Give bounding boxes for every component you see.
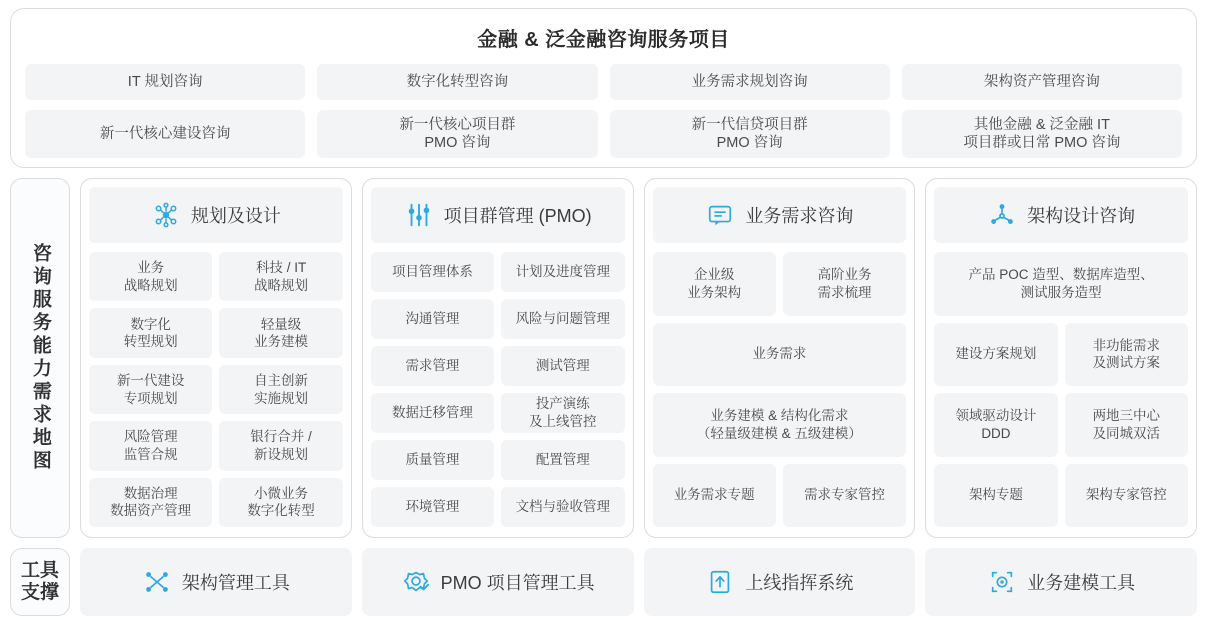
cell-row (653, 323, 907, 387)
cell-row (371, 440, 625, 480)
capability-cell[interactable] (934, 393, 1057, 457)
cell-row (934, 393, 1188, 457)
capability-cell[interactable] (89, 308, 212, 357)
cell-line-2: 战略规划 (123, 277, 178, 293)
top-service-cell[interactable]: 数字化转型咨询 (317, 64, 597, 100)
model-frame-icon (987, 567, 1017, 597)
cell-row (653, 393, 907, 457)
cell-line-1: 沟通管理 (405, 311, 460, 327)
top-row-2 (25, 110, 1182, 158)
cell-line-2: 业务建模 (254, 334, 309, 350)
capability-cell[interactable] (89, 365, 212, 414)
cell-line-2: PMO 咨询 (716, 135, 783, 151)
cell-line-2: 测试服务造型 (1020, 284, 1102, 300)
column-title: 业务需求咨询 (745, 206, 854, 226)
cell-line-1: 质量管理 (405, 452, 460, 468)
cell-row (653, 464, 907, 528)
chat-bubble-icon (705, 200, 735, 230)
capability-cell[interactable] (501, 393, 624, 433)
capability-cell[interactable] (501, 252, 624, 292)
cell-line-2: 需求梳理 (817, 284, 872, 300)
top-service-cell[interactable] (317, 110, 597, 158)
cell-row (653, 252, 907, 316)
cell-line-2: 转型规划 (123, 334, 178, 350)
capability-cell[interactable] (501, 299, 624, 339)
capability-cell[interactable] (219, 252, 342, 301)
capability-column-architecture (925, 178, 1197, 538)
capability-cell[interactable] (371, 440, 494, 480)
tool-item-modeling[interactable] (925, 548, 1197, 616)
capability-cell[interactable] (783, 464, 906, 528)
capability-cell[interactable] (934, 252, 1188, 316)
top-service-cell[interactable] (25, 110, 305, 158)
capability-cell[interactable] (89, 252, 212, 301)
capability-cell[interactable] (371, 252, 494, 292)
cell-line-1: 数字化 (130, 316, 171, 332)
cell-row (371, 252, 625, 292)
cell-line-1: 风险管理 (123, 429, 178, 445)
tool-support-section (10, 548, 1197, 616)
capability-cell[interactable] (653, 393, 907, 457)
cell-line-1: 企业级 (693, 267, 735, 283)
cell-row (89, 252, 343, 301)
tool-item-launch[interactable] (644, 548, 916, 616)
capability-cell[interactable] (1065, 323, 1188, 387)
capability-cell[interactable] (1065, 464, 1188, 528)
cell-line-1: 领域驱动设计 (955, 408, 1037, 424)
capability-cell[interactable] (934, 464, 1057, 528)
cell-line-1: 环境管理 (405, 499, 460, 515)
capability-cell[interactable] (653, 323, 907, 387)
column-body (89, 252, 343, 527)
cell-line-2: DDD (981, 425, 1011, 441)
column-header[interactable] (89, 187, 343, 243)
cell-row (934, 323, 1188, 387)
cell-line-1: 文档与验收管理 (515, 499, 611, 515)
cell-line-2: 及上线管控 (529, 414, 597, 429)
capability-cell[interactable] (219, 308, 342, 357)
cell-row (371, 299, 625, 339)
sliders-icon (404, 200, 434, 230)
column-body (653, 252, 907, 527)
cell-line-1: 架构专家管控 (1085, 487, 1167, 503)
column-title: 规划及设计 (190, 206, 281, 226)
tool-item-architecture[interactable] (80, 548, 352, 616)
tool-support-side-label (10, 548, 70, 616)
cell-line-1: 轻量级 (260, 316, 302, 332)
cell-line-2: 数据资产管理 (110, 503, 192, 519)
capability-column-pmo (362, 178, 634, 538)
cell-line-2: （轻量级建模 & 五级建模） (696, 425, 862, 441)
tool-item-label: PMO 项目管理工具 (440, 573, 595, 593)
cell-line-2: 项目群或日常 PMO 咨询 (963, 135, 1121, 151)
capability-map-side-label (10, 178, 70, 538)
cell-line-1: 业务 (137, 260, 165, 276)
cell-line-1: 自主创新 (254, 372, 309, 388)
cell-line-1: 业务需求 (752, 346, 807, 362)
hierarchy-icon (987, 200, 1017, 230)
side-label-text: 咨询服务能力需求地图 (29, 243, 51, 473)
cell-line-2: 及测试方案 (1092, 355, 1161, 371)
tool-item-label: 业务建模工具 (1027, 573, 1136, 593)
cell-line-2: 战略规划 (254, 277, 309, 293)
cell-line-1: 配置管理 (535, 452, 590, 468)
cell-line-2: 数字化转型 (247, 503, 315, 519)
cell-row (89, 365, 343, 414)
cell-row (89, 421, 343, 470)
column-body (371, 252, 625, 527)
capability-cell[interactable] (501, 346, 624, 386)
capability-column-planning (80, 178, 352, 538)
capability-map-section (10, 178, 1197, 538)
capability-cell[interactable] (783, 252, 906, 316)
column-title: 架构设计咨询 (1027, 206, 1136, 226)
top-service-cell[interactable]: 架构资产管理咨询 (902, 64, 1182, 100)
network-nodes-icon (151, 200, 181, 230)
tool-items (80, 548, 1197, 616)
column-header[interactable] (371, 187, 625, 243)
column-title: 项目群管理 (PMO) (443, 206, 592, 226)
cell-line-1: 小微业务 (254, 485, 309, 501)
capability-cell[interactable] (653, 464, 776, 528)
cell-line-1: 科技 / IT (255, 260, 307, 276)
capability-cell[interactable] (501, 440, 624, 480)
cell-line-1: 需求专家管控 (804, 487, 886, 503)
capability-cell[interactable] (219, 365, 342, 414)
top-panel (10, 8, 1197, 168)
cell-row (371, 346, 625, 386)
cell-line-1: 新一代核心建设咨询 (99, 125, 231, 142)
column-header[interactable] (934, 187, 1188, 243)
cell-line-1: 数据治理 (123, 485, 178, 501)
capability-cell[interactable] (501, 487, 624, 527)
upload-box-icon (705, 567, 735, 597)
cell-line-1: 项目管理体系 (391, 264, 473, 280)
column-header[interactable] (653, 187, 907, 243)
cell-line-1: 需求管理 (405, 358, 460, 374)
cell-line-1: 新一代核心项目群 (399, 116, 516, 133)
cell-line-1: 投产演练 (535, 396, 590, 412)
cell-line-1: 产品 POC 造型、数据库造型、 (968, 267, 1154, 283)
capability-cell[interactable] (371, 487, 494, 527)
page-title: 金融 & 泛金融咨询服务项目 (477, 29, 730, 51)
tool-item-label: 上线指挥系统 (745, 573, 854, 593)
top-service-cell[interactable]: IT 规划咨询 (25, 64, 305, 100)
capability-cell[interactable] (371, 299, 494, 339)
cell-line-2: PMO 咨询 (424, 135, 491, 151)
scissors-node-icon (142, 567, 172, 597)
side-label-line-1: 工具 (20, 559, 59, 581)
cell-line-1: 计划及进度管理 (515, 264, 611, 280)
side-label-line-2: 支撑 (20, 582, 59, 603)
cell-line-1: 测试管理 (535, 358, 590, 374)
cell-line-2: 及同城双活 (1092, 425, 1161, 441)
capability-cell[interactable] (219, 421, 342, 470)
cell-line-1: 风险与问题管理 (515, 311, 611, 327)
cell-line-2: 实施规划 (254, 390, 309, 406)
cell-line-1: 新一代信贷项目群 (691, 116, 808, 133)
cell-row (89, 478, 343, 527)
top-service-cell[interactable] (902, 110, 1182, 158)
cell-line-1: 两地三中心 (1092, 408, 1161, 424)
capability-cell[interactable] (89, 478, 212, 527)
cell-line-1: 新一代建设 (116, 372, 185, 388)
cell-line-1: 其他金融 & 泛金融 IT (973, 116, 1110, 133)
cell-line-1: 业务需求专题 (673, 487, 755, 503)
cell-line-1: 业务建模 & 结构化需求 (710, 408, 849, 424)
capability-columns (80, 178, 1197, 538)
tool-item-pmo[interactable] (362, 548, 634, 616)
cell-line-1: 非功能需求 (1092, 337, 1161, 353)
cell-line-1: 高阶业务 (817, 267, 872, 283)
capability-cell[interactable] (371, 346, 494, 386)
cell-line-2: 专项规划 (123, 390, 178, 406)
cell-row (371, 393, 625, 433)
cell-row (371, 487, 625, 527)
cell-line-1: 架构专题 (968, 487, 1023, 503)
capability-cell[interactable] (89, 421, 212, 470)
capability-column-business-requirements (644, 178, 916, 538)
capability-cell[interactable] (653, 252, 776, 316)
capability-cell[interactable] (934, 323, 1057, 387)
capability-cell[interactable] (219, 478, 342, 527)
cell-row (934, 464, 1188, 528)
tool-item-label: 架构管理工具 (181, 573, 290, 593)
cell-line-1: 数据迁移管理 (391, 405, 473, 421)
column-body (934, 252, 1188, 527)
cell-line-2: 新设规划 (254, 446, 309, 462)
top-row-1 (25, 64, 1182, 100)
capability-cell[interactable] (1065, 393, 1188, 457)
gear-check-icon (401, 567, 431, 597)
cell-line-2: 监管合规 (123, 446, 178, 462)
cell-line-1: 银行合并 / (250, 429, 312, 445)
cell-row (934, 252, 1188, 316)
cell-row (89, 308, 343, 357)
top-service-cell[interactable] (610, 110, 890, 158)
cell-line-2: 业务架构 (687, 284, 742, 300)
top-service-cell[interactable]: 业务需求规划咨询 (610, 64, 890, 100)
cell-line-1: 建设方案规划 (955, 346, 1037, 362)
capability-cell[interactable] (371, 393, 494, 433)
